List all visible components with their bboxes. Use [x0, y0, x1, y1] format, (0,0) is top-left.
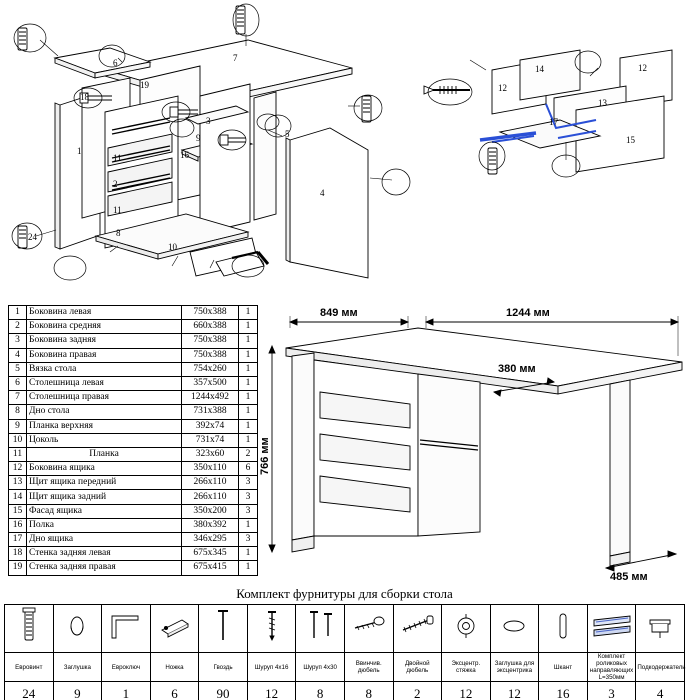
kit-item-label: Комплект роликовых направляющих L=350мм [587, 653, 636, 682]
kit-labels-row [5, 653, 685, 682]
part-name: Боковина левая [27, 306, 182, 320]
part-number: 3 [9, 334, 27, 348]
svg-text:9: 9 [196, 133, 201, 143]
part-number: 4 [9, 348, 27, 362]
svg-text:17: 17 [549, 117, 558, 127]
part-quantity: 1 [239, 334, 258, 348]
nail-icon [199, 605, 248, 653]
hardware-kit-title: Комплект фурнитуры для сборки стола [236, 586, 453, 601]
part-name: Щит ящика передний [27, 476, 182, 490]
table-row [9, 306, 258, 320]
kit-item-count: 6 [150, 682, 199, 700]
svg-text:5: 5 [285, 129, 290, 139]
part-number: 12 [9, 462, 27, 476]
part-name: Планка верхняя [27, 419, 182, 433]
part-name: Цоколь [27, 433, 182, 447]
table-row [9, 405, 258, 419]
part-quantity: 1 [239, 306, 258, 320]
svg-text:7: 7 [233, 53, 238, 63]
part-dimension: 380x392 [182, 518, 239, 532]
kit-item-label: Двойной дюбель [393, 653, 442, 682]
part-quantity: 3 [239, 476, 258, 490]
part-name: Столешница правая [27, 391, 182, 405]
svg-text:1: 1 [77, 146, 82, 156]
svg-text:16: 16 [180, 150, 189, 160]
svg-text:15: 15 [626, 135, 635, 145]
part-name: Планка [27, 447, 182, 461]
part-quantity: 1 [239, 348, 258, 362]
part-quantity: 1 [239, 391, 258, 405]
kit-item-count: 3 [587, 682, 636, 700]
kit-item-label: Гвоздь [199, 653, 248, 682]
part-dimension: 731x74 [182, 433, 239, 447]
part-quantity: 3 [239, 504, 258, 518]
part-quantity: 1 [239, 376, 258, 390]
kit-item-count: 1 [102, 682, 151, 700]
kit-item-label: Ножка [150, 653, 199, 682]
kit-item-label: Ввинчив. дюбель [344, 653, 393, 682]
kit-item-count: 16 [539, 682, 588, 700]
table-row [9, 518, 258, 532]
part-number: 17 [9, 533, 27, 547]
part-number: 5 [9, 362, 27, 376]
cup-holder-icon [636, 605, 685, 653]
svg-text:14: 14 [535, 64, 544, 74]
svg-text:6: 6 [113, 58, 118, 68]
part-number: 14 [9, 490, 27, 504]
exploded-assembly-diagram [0, 0, 689, 295]
desk-dimensions-drawing [258, 300, 689, 580]
part-number: 6 [9, 376, 27, 390]
part-dimension: 350x110 [182, 462, 239, 476]
kit-item-count: 4 [636, 682, 685, 700]
kit-item-label: Шкант [539, 653, 588, 682]
svg-text:12: 12 [638, 63, 647, 73]
kit-item-count: 90 [199, 682, 248, 700]
part-dimension: 323x60 [182, 447, 239, 461]
table-row [9, 362, 258, 376]
desk-height-label: 766 мм [259, 437, 271, 475]
desk-depth-top-label: 380 мм [498, 363, 536, 375]
table-row [9, 547, 258, 561]
foot-icon [150, 605, 199, 653]
double-dowel-icon [393, 605, 442, 653]
part-dimension: 350x200 [182, 504, 239, 518]
screw-4x30-icon [296, 605, 345, 653]
svg-text:13: 13 [598, 98, 607, 108]
kit-item-count: 12 [247, 682, 296, 700]
svg-text:3: 3 [206, 116, 211, 126]
part-dimension: 346x295 [182, 533, 239, 547]
part-name: Дно ящика [27, 533, 182, 547]
part-quantity: 1 [239, 405, 258, 419]
part-number: 16 [9, 518, 27, 532]
kit-item-count: 24 [5, 682, 54, 700]
part-name: Вязка стола [27, 362, 182, 376]
roller-guides-icon [587, 605, 636, 653]
kit-item-label: Заглушка для эксцентрика [490, 653, 539, 682]
part-quantity: 1 [239, 561, 258, 575]
table-row [9, 376, 258, 390]
part-dimension: 357x500 [182, 376, 239, 390]
svg-text:18: 18 [80, 92, 89, 102]
table-row [9, 348, 258, 362]
part-name: Боковина средняя [27, 320, 182, 334]
desk-width-total-label: 1244 мм [506, 307, 550, 319]
part-quantity: 1 [239, 433, 258, 447]
part-quantity: 3 [239, 533, 258, 547]
svg-text:2: 2 [113, 179, 118, 189]
kit-item-label: Эксцентр. стяжка [442, 653, 491, 682]
part-number: 1 [9, 306, 27, 320]
table-row [9, 504, 258, 518]
table-row [9, 419, 258, 433]
kit-item-label: Евровинт [5, 653, 54, 682]
parts-list-table [8, 305, 258, 576]
kit-item-label: Шуруп 4х16 [247, 653, 296, 682]
svg-text:10: 10 [168, 242, 177, 252]
part-number: 19 [9, 561, 27, 575]
table-row [9, 561, 258, 575]
part-name: Стенка задняя правая [27, 561, 182, 575]
part-name: Стенка задняя левая [27, 547, 182, 561]
kit-item-count: 12 [490, 682, 539, 700]
part-quantity: 1 [239, 518, 258, 532]
desk-width-left-label: 849 мм [320, 307, 358, 319]
cam-cap-icon [490, 605, 539, 653]
table-row [9, 490, 258, 504]
kit-item-label: Заглушка [53, 653, 102, 682]
part-number: 8 [9, 405, 27, 419]
kit-item-count: 8 [296, 682, 345, 700]
svg-text:12: 12 [498, 83, 507, 93]
svg-text:19: 19 [140, 80, 149, 90]
euro-screw-icon [5, 605, 54, 653]
table-row [9, 462, 258, 476]
svg-text:8: 8 [116, 228, 121, 238]
part-quantity: 1 [239, 547, 258, 561]
part-dimension: 750x388 [182, 348, 239, 362]
part-number: 15 [9, 504, 27, 518]
part-quantity: 1 [239, 320, 258, 334]
part-number: 13 [9, 476, 27, 490]
table-row [9, 433, 258, 447]
kit-item-label: Евроключ [102, 653, 151, 682]
svg-text:11: 11 [113, 153, 122, 163]
svg-text:24: 24 [28, 232, 37, 242]
table-row [9, 334, 258, 348]
svg-text:4: 4 [320, 188, 325, 198]
part-dimension: 731x388 [182, 405, 239, 419]
kit-item-label: Подкодержатель [636, 653, 685, 682]
part-number: 7 [9, 391, 27, 405]
part-dimension: 266x110 [182, 490, 239, 504]
part-name: Полка [27, 518, 182, 532]
part-name: Боковина правая [27, 348, 182, 362]
part-name: Боковина ящика [27, 462, 182, 476]
part-name: Дно стола [27, 405, 182, 419]
table-row [9, 533, 258, 547]
dowel-pin-icon [539, 605, 588, 653]
part-dimension: 1244x492 [182, 391, 239, 405]
part-dimension: 266x110 [182, 476, 239, 490]
kit-item-count: 9 [53, 682, 102, 700]
part-quantity: 1 [239, 362, 258, 376]
part-dimension: 750x388 [182, 306, 239, 320]
part-name: Боковина задняя [27, 334, 182, 348]
part-quantity: 3 [239, 490, 258, 504]
part-quantity: 2 [239, 447, 258, 461]
part-dimension: 392x74 [182, 419, 239, 433]
kit-icons-row [5, 605, 685, 653]
parts-list-body [9, 306, 258, 576]
svg-text:11: 11 [113, 205, 122, 215]
kit-item-count: 12 [442, 682, 491, 700]
part-number: 10 [9, 433, 27, 447]
kit-counts-row [5, 682, 685, 700]
kit-item-count: 8 [344, 682, 393, 700]
cam-lock-icon [442, 605, 491, 653]
part-name: Фасад ящика [27, 504, 182, 518]
table-row [9, 320, 258, 334]
part-number: 9 [9, 419, 27, 433]
table-row [9, 391, 258, 405]
part-number: 18 [9, 547, 27, 561]
part-number: 11 [9, 447, 27, 461]
part-name: Щит ящика задний [27, 490, 182, 504]
part-name: Столешница левая [27, 376, 182, 390]
table-row [9, 447, 258, 461]
screw-4x16-icon [247, 605, 296, 653]
part-dimension: 675x415 [182, 561, 239, 575]
screw-in-dowel-icon [344, 605, 393, 653]
part-dimension: 660x388 [182, 320, 239, 334]
table-row [9, 476, 258, 490]
part-quantity: 6 [239, 462, 258, 476]
part-dimension: 750x388 [182, 334, 239, 348]
cap-icon [53, 605, 102, 653]
part-dimension: 754x260 [182, 362, 239, 376]
euro-key-icon [102, 605, 151, 653]
kit-item-label: Шуруп 4х30 [296, 653, 345, 682]
part-number: 2 [9, 320, 27, 334]
hardware-kit-table [4, 604, 685, 700]
part-dimension: 675x345 [182, 547, 239, 561]
desk-depth-bottom-label: 485 мм [610, 571, 648, 580]
part-quantity: 1 [239, 419, 258, 433]
kit-item-count: 2 [393, 682, 442, 700]
